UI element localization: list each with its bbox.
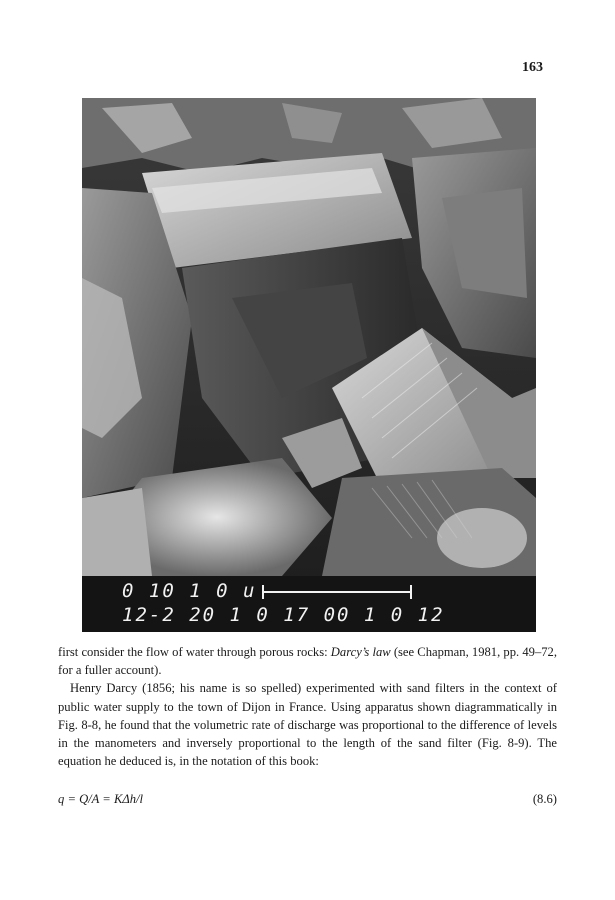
equation-formula: q = Q/A = KΔh/l xyxy=(58,792,144,806)
paragraph-darcy-law-start: first consider the flow of water through porous rocks: xyxy=(58,645,331,659)
sem-magnification-text: 0 10 1 0 u xyxy=(122,580,257,602)
equation-number: (8.6) xyxy=(532,792,557,806)
sem-micrograph-image xyxy=(82,98,536,576)
page-number: 163 xyxy=(522,60,543,75)
sem-info-bar xyxy=(82,576,536,632)
sem-micrograph-figure xyxy=(82,98,536,632)
equation-row xyxy=(58,792,557,807)
scale-bar xyxy=(262,591,412,593)
paragraph-darcy-law-end: (see Chapman, 1981, pp. 49–72, for a fuller account). xyxy=(58,645,557,678)
body-text xyxy=(58,643,557,770)
paragraph-darcy-law xyxy=(58,643,557,679)
sem-parameters-text: 12-2 20 1 0 17 00 1 0 12 xyxy=(122,604,445,626)
paragraph-henry-darcy: Henry Darcy (1856; his name is so spelled) experimented with sand filters in the context of public water supply to the town of Dijon in France. Using apparatus shown diagrammatically in Fig. 8-8, he found that the volumetric rate of discharge was proportional to the difference of levels in the manometers and inversely proportional to the length of the sand filter (Fig. 8-9). The equation he deduced is, in the notation of this book: xyxy=(58,681,557,769)
darcy-law-term: Darcy’s law xyxy=(330,645,391,659)
